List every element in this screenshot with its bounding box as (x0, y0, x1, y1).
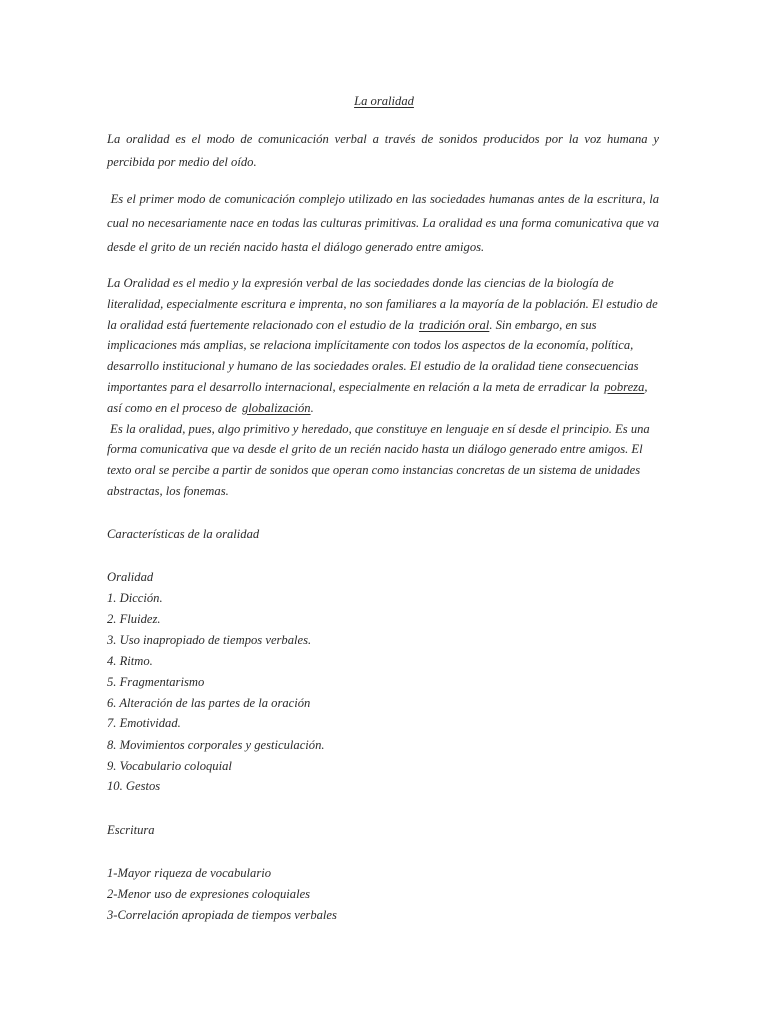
list-heading-escritura: Escritura (107, 823, 155, 837)
paragraph-text: . (310, 400, 314, 415)
list-item: 2-Menor uso de expresiones coloquiales (107, 887, 311, 901)
list-item: 8. Movimientos corporales y gesticulación. (107, 738, 325, 752)
paragraph-text: Es la oralidad, pues, algo primitivo y heredado, que constituye en lenguaje en sí desde el principio. Es una forma comunicativa que va desde el grito de un recién nacido hasta un diálogo generado entre amigos. El texto oral se percibe a partir de sonidos que operan como instancias concretas de un sistema de unidades abstractas, los fonemas. (107, 421, 653, 498)
paragraph-text: , así como en el proceso de (107, 379, 648, 415)
paragraph-first-mode: Es el primer modo de comunicación complejo utilizado en las sociedades humanas antes de la escritura, la cual no necesariamente nace en todas las culturas primitivas. La oralidad es una forma comunicativa que va desde el grito de un recién nacido hasta el diálogo generado entre amigos. (107, 192, 663, 254)
list-item: 2. Fluidez. (107, 612, 161, 626)
paragraph-text: . Sin embargo, en sus implicaciones más amplias, se relaciona implícitamente con todos los aspectos de la economía, política, desarrollo institucional y humano de las sociedades orales. El estudio de la oralidad tiene consecuencias importantes para el desarrollo internacional, especialmente en relación a la meta de erradicar la (107, 317, 639, 394)
paragraph-oralidad-medio (107, 273, 659, 502)
list-item: 6. Alteración de las partes de la oración (107, 696, 311, 710)
list-heading-oralidad: Oralidad (107, 570, 154, 584)
list-item: 1-Mayor riqueza de vocabulario (107, 866, 272, 880)
document-title: La oralidad (354, 94, 414, 108)
list-item: 5. Fragmentarismo (107, 675, 205, 689)
paragraph-definition: La oralidad es el modo de comunicación verbal a través de sonidos producidos por la voz humana y percibida por medio del oído. (107, 132, 659, 169)
list-item: 9. Vocabulario coloquial (107, 759, 232, 773)
list-item: 7. Emotividad. (107, 716, 181, 730)
list-item: 3-Correlación apropiada de tiempos verbales (107, 908, 337, 922)
section-heading-caracteristicas: Características de la oralidad (107, 527, 260, 541)
list-item: 4. Ritmo. (107, 654, 153, 668)
link-pobreza[interactable]: pobreza (604, 379, 645, 394)
link-globalizacion[interactable]: globalización (241, 400, 311, 415)
list-item: 10. Gestos (107, 779, 161, 793)
list-item: 3. Uso inapropiado de tiempos verbales. (107, 633, 312, 647)
list-item: 1. Dicción. (107, 591, 163, 605)
paragraph-text: La Oralidad es el medio y la expresión verbal de las sociedades donde las ciencias de la biología de literalidad, especialmente escritura e imprenta, no son familiares a la mayoría de la población. El estudio de la oralidad está fuertemente relacionado con el estudio de la (107, 276, 658, 332)
link-tradicion-oral[interactable]: tradición oral (418, 317, 490, 332)
